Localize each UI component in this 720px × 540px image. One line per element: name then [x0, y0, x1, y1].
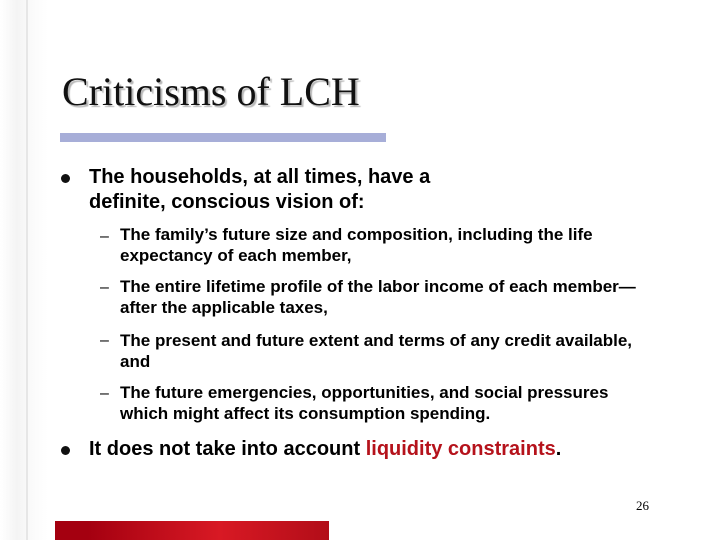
- liquidity-constraints-highlight: liquidity constraints: [365, 438, 556, 460]
- bullet-2-text-lead: It does not take into account: [89, 438, 366, 460]
- sub-item-4: The future emergencies, opportunities, and social pressures which might affect its consumption spending.: [120, 383, 609, 423]
- dash-icon: –: [100, 332, 109, 349]
- bullet-2-text-end: .: [555, 438, 562, 460]
- slide-title: Criticisms of LCH: [62, 69, 360, 114]
- bullet-icon: [61, 446, 70, 455]
- bullet-2-text: [89, 437, 689, 462]
- sub-item-1: The family’s future size and composition, including the life expectancy of each member,: [120, 225, 593, 265]
- left-decorative-band: [0, 0, 48, 540]
- dash-icon: –: [100, 385, 109, 402]
- title-underline-bar: [60, 133, 386, 142]
- footer-accent-bar: [55, 521, 329, 540]
- page-number: 26: [636, 498, 649, 513]
- dash-icon: –: [100, 228, 109, 245]
- dash-icon: –: [100, 279, 109, 296]
- bullet-1-text: The households, at all times, have a definite, conscious vision of:: [89, 166, 431, 213]
- bullet-icon: [61, 174, 70, 183]
- sub-item-2: The entire lifetime profile of the labor income of each member—after the applicable taxes,: [120, 277, 636, 317]
- sub-item-3: The present and future extent and terms of any credit available, and: [120, 331, 633, 371]
